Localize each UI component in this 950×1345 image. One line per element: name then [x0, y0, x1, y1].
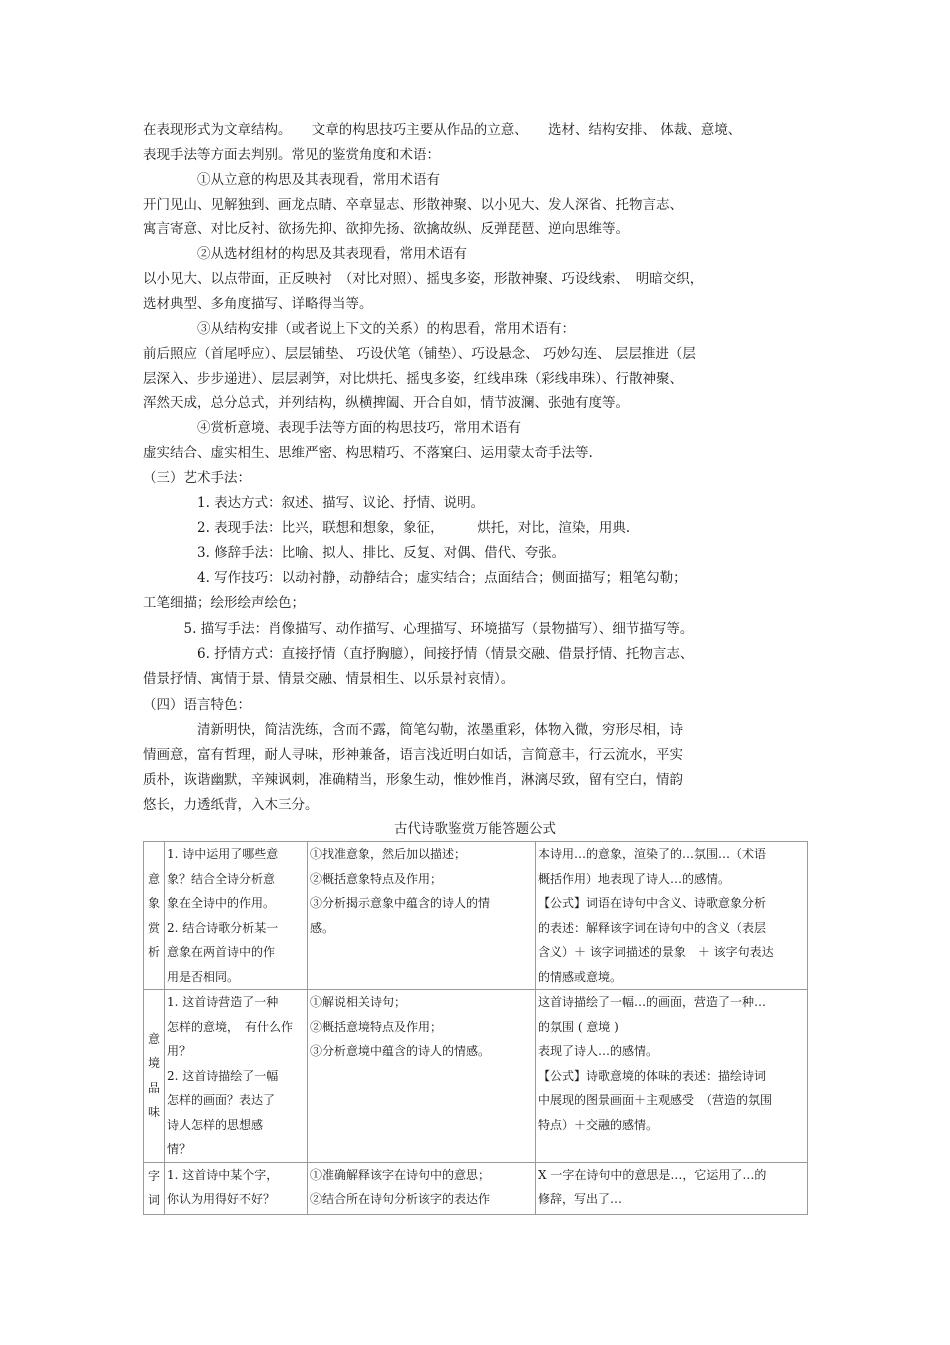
cell-line: 象？结合全诗分析意	[167, 871, 276, 886]
text-line: 2. 表现手法：比兴，联想和想象，象征， 烘托，对比，渲染，用典.	[143, 520, 631, 536]
cell-line: 的氛围 ( 意境 )	[538, 1019, 619, 1034]
category-char: 象	[147, 896, 160, 910]
text-line: 5. 描写手法：肖像描写、动作描写、心理描写、环境描写（景物描写）、细节描写等。	[143, 621, 694, 637]
steps-cell	[308, 842, 536, 990]
text-line: 以小见大、以点带面，正反映衬 （对比对照）、摇曳多姿，形散神聚、巧设线索、 明暗交织，	[143, 271, 704, 287]
text-line: 悠长，力透纸背，入木三分。	[143, 797, 319, 813]
category-char: 意	[147, 1031, 160, 1046]
category-cell	[144, 1162, 165, 1214]
cell-line: 象在全诗中的作用。	[167, 896, 276, 910]
steps-cell	[308, 1162, 536, 1214]
cell-line: 【公式】词语在诗句中含义、诗歌意象分析	[538, 896, 767, 910]
text-line: 质朴，诙谐幽默，辛辣讽刺，准确精当，形象生动，惟妙惟肖，淋漓尽致，留有空白，情韵	[143, 772, 683, 788]
cell-line: ②概括意象特点及作用；	[310, 871, 443, 886]
text-line: ②从选材组材的构思及其表现看，常用术语有	[143, 246, 467, 262]
cell-line: 你认为用得好不好？	[167, 1192, 276, 1206]
category-char: 词	[147, 1193, 160, 1207]
category-char: 析	[147, 945, 160, 959]
cell-line: 【公式】诗歌意境的体味的表述：描绘诗词	[538, 1068, 767, 1083]
text-line: 情画意，富有哲理，耐人寻味，形神兼备，语言浅近明白如话，言简意丰，行云流水，平实	[143, 747, 683, 763]
text-line: 借景抒情、寓情于景、情景交融、情景相生、以乐景衬哀情）。	[143, 671, 515, 687]
text-line: 1. 表达方式：叙述、描写、议论、抒情、说明。	[143, 495, 485, 511]
cell-line: 含义）＋ 该字词描述的景象 ＋ 该字句表达	[538, 945, 774, 959]
cell-line: 表现了诗人…的感情。	[538, 1044, 659, 1058]
text-line: 浑然天成，总分总式，并列结构，纵横捭阖、开合自如，情节波澜、张弛有度等。	[143, 395, 629, 411]
answer-cell	[536, 842, 808, 990]
text-line: 虚实结合、虚实相生、思维严密、构思精巧、不落窠臼、运用蒙太奇手法等.	[143, 445, 593, 461]
cell-line: 的情感或意境。	[538, 969, 623, 984]
cell-line: 本诗用…的意象，渲染了的…氛围…（术语	[538, 847, 767, 861]
text-line: 清新明快，简洁洗练，含而不露，简笔勾勒，浓墨重彩，体物入微，穷形尽相，诗	[143, 722, 683, 738]
text-line: 4. 写作技巧：以动衬静，动静结合；虚实结合；点面结合；侧面描写；粗笔勾勒；	[143, 570, 687, 586]
cell-line: 用是否相同。	[167, 969, 240, 984]
text-line: 在表现形式为文章结构。 文章的构思技巧主要从作品的立意、 选材、结构安排、 体裁、意境、	[143, 122, 742, 138]
text-line: 选材典型、多角度描写、详略得当等。	[143, 296, 373, 312]
cell-line: 1. 这首诗营造了一种	[167, 995, 279, 1009]
cell-line: ③分析意境中蕴含的诗人的情感。	[310, 1044, 491, 1058]
text-line: 6. 抒情方式：直接抒情（直抒胸臆），间接抒情（情景交融、借景抒情、托物言志、	[143, 646, 694, 662]
text-line: 工笔细描；绘形绘声绘色；	[143, 595, 305, 611]
cell-line: 的表述：解释该字词在诗句中的含义（表层	[538, 920, 767, 935]
cell-line: ③分析揭示意象中蕴含的诗人的情	[310, 896, 491, 910]
answer-cell	[536, 1162, 808, 1214]
answer-cell	[536, 990, 808, 1163]
cell-line: 用？	[167, 1044, 192, 1058]
cell-line: 感。	[310, 920, 335, 935]
cell-line: ①解说相关诗句；	[310, 995, 407, 1009]
cell-line: 意象在两首诗中的作	[167, 945, 276, 959]
cell-line: ②概括意境特点及作用；	[310, 1019, 443, 1034]
steps-cell	[308, 990, 536, 1163]
category-char: 意	[147, 871, 160, 886]
cell-line: 1. 诗中运用了哪些意	[167, 847, 279, 861]
text-line: （四）语言特色：	[143, 697, 251, 713]
text-line: ③从结构安排（或者说上下文的关系）的构思看，常用术语有：	[143, 321, 575, 337]
cell-line: 1. 这首诗中某个字，	[167, 1167, 279, 1182]
text-line: 开门见山、见解独到、画龙点睛、卒章显志、形散神聚、以小见大、发人深省、托物言志、	[143, 197, 683, 213]
question-cell	[165, 1162, 308, 1214]
cell-line: 2. 这首诗描绘了一幅	[167, 1068, 279, 1083]
category-char: 字	[147, 1168, 160, 1183]
text-line: 前后照应（首尾呼应）、层层铺垫、 巧设伏笔（铺垫）、巧设悬念、 巧妙勾连、 层层推进（层	[143, 346, 696, 362]
cell-line: 中展现的图景画面＋主观感受 （营造的氛围	[538, 1093, 773, 1107]
cell-line: 怎样的意境， 有什么作	[167, 1019, 294, 1034]
text-line: 表现手法等方面去判别。常见的鉴赏角度和术语：	[143, 147, 440, 163]
cell-line: 特点）＋交融的感情。	[538, 1117, 659, 1132]
category-char: 赏	[147, 920, 160, 935]
text-line: ①从立意的构思及其表现看，常用术语有	[143, 172, 440, 188]
table-row	[144, 1162, 808, 1214]
cell-line: 这首诗描绘了一幅…的画面，营造了一种…	[538, 995, 767, 1009]
category-cell	[144, 990, 165, 1163]
question-cell	[165, 842, 308, 990]
table-row	[144, 842, 808, 990]
category-char: 境	[147, 1056, 160, 1071]
cell-line: X 一字在诗句中的意思是…，它运用了…的	[538, 1167, 767, 1182]
category-cell	[144, 842, 165, 990]
question-cell	[165, 990, 308, 1163]
cell-line: 2. 结合诗歌分析某一	[167, 920, 279, 935]
answer-formula-table	[143, 841, 808, 1215]
text-line: ④赏析意境、表现手法等方面的构思技巧，常用术语有	[143, 420, 521, 436]
cell-line: ②结合所在诗句分析该字的表达作	[310, 1192, 491, 1206]
table-row	[144, 990, 808, 1163]
cell-line: ①准确解释该字在诗句中的意思；	[310, 1167, 491, 1182]
cell-line: 怎样的画面？表达了	[167, 1093, 276, 1107]
cell-line: 修辞，写出了…	[538, 1192, 623, 1206]
category-char: 品	[147, 1080, 160, 1095]
cell-line: 诗人怎样的思想感	[167, 1117, 264, 1132]
cell-line: 情？	[167, 1142, 192, 1156]
cell-line: 概括作用）地表现了诗人…的感情。	[538, 871, 731, 886]
cell-line: ①找准意象，然后加以描述；	[310, 847, 467, 861]
category-char: 味	[147, 1105, 160, 1120]
text-line: （三）艺术手法：	[143, 470, 251, 486]
text-line: 3. 修辞手法：比喻、拟人、排比、反复、对偶、借代、夸张。	[143, 545, 566, 561]
text-line: 层深入、步步递进）、层层剥笋，对比烘托、摇曳多姿，红线串珠（彩线串珠）、行散神聚、	[143, 371, 683, 387]
table-title: 古代诗歌鉴赏万能答题公式	[394, 821, 556, 837]
text-line: 寓言寄意、对比反衬、欲扬先抑、欲抑先扬、欲擒故纵、反弹琵琶、逆向思维等。	[143, 221, 629, 237]
